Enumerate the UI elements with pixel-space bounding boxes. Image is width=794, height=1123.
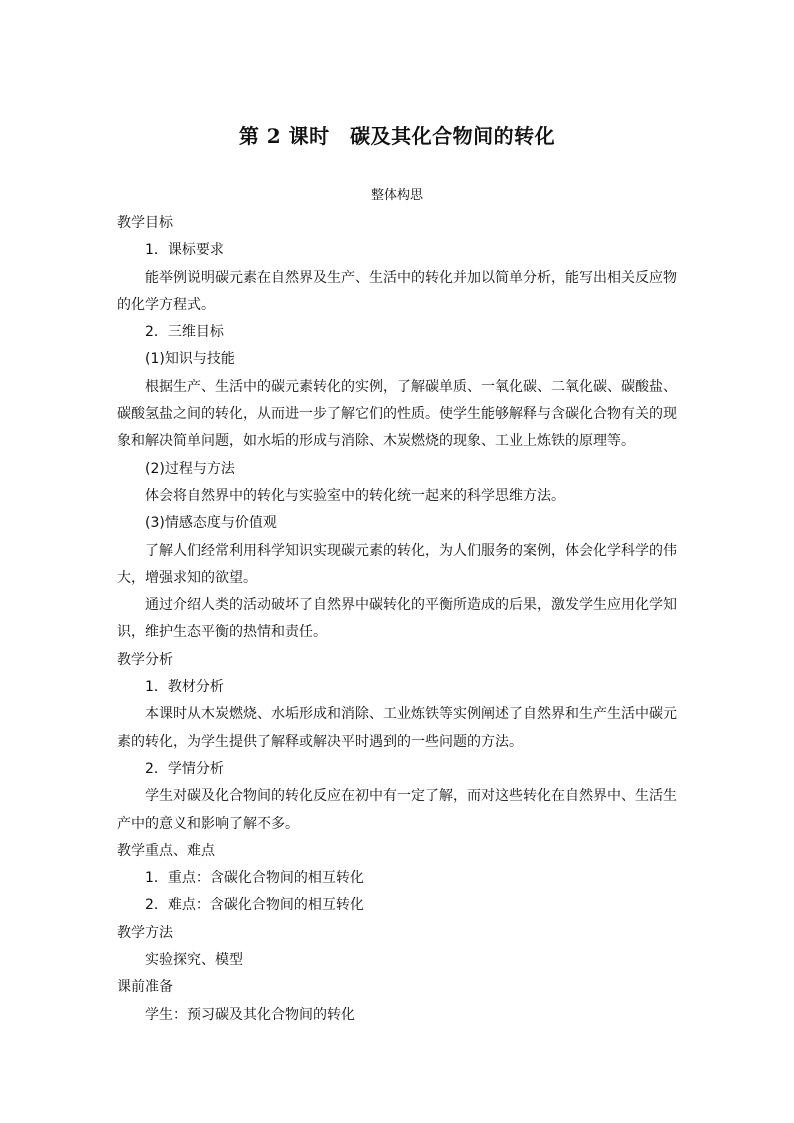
- section-subtitle: 整体构思: [370, 188, 423, 203]
- preparation-text: 学生：预习碳及其化合物间的转化: [145, 1006, 355, 1023]
- heading-analysis: 教学分析: [117, 651, 173, 668]
- analysis-item-2: 2．学情分析: [145, 760, 224, 777]
- text-line: 学生对碳及化合物间的转化反应在初中有一定了解，而对这些转化在自然界中、生活生: [145, 788, 677, 805]
- objectives-sub-2: (2)过程与方法: [145, 460, 235, 477]
- objectives-sub-2-text: 体会将自然界中的转化与实验室中的转化统一起来的科学思维方法。: [145, 487, 565, 504]
- heading-objectives: 教学目标: [117, 215, 173, 231]
- heading-methods: 教学方法: [117, 924, 173, 941]
- key-point-2: 2．难点：含碳化合物间的相互转化: [145, 897, 364, 914]
- text-line: 碳酸氢盐之间的转化，从而进一步了解它们的性质。使学生能够解释与含碳化合物有关的现: [117, 406, 677, 423]
- text-line: 本课时从木炭燃烧、水垢形成和消除、工业炼铁等实例阐述了自然界和生产生活中碳元: [145, 706, 677, 723]
- objectives-sub-1: (1)知识与技能: [145, 351, 235, 368]
- objectives-sub-3: (3)情感态度与价值观: [145, 515, 277, 532]
- key-point-1: 1．重点：含碳化合物间的相互转化: [145, 870, 364, 887]
- text-line: 能举例说明碳元素在自然界及生产、生活中的转化并加以简单分析，能写出相关反应物: [145, 269, 677, 286]
- text-line: 了解人们经常利用科学知识实现碳元素的转化，为人们服务的案例，体会化学科学的伟: [145, 542, 677, 559]
- text-line: 识，维护生态平衡的热情和责任。: [117, 624, 327, 641]
- text-line: 素的转化，为学生提供了解释或解决平时遇到的一些问题的方法。: [117, 733, 523, 750]
- text-line: 大，增强求知的欲望。: [117, 569, 257, 586]
- objectives-item-1: 1．课标要求: [145, 242, 224, 259]
- objectives-sub-3-text-2: [117, 592, 677, 647]
- objectives-sub-3-text-1: [117, 538, 677, 593]
- text-line: 根据生产、生活中的碳元素转化的实例，了解碳单质、一氧化碳、二氧化碳、碳酸盐、: [145, 378, 677, 395]
- heading-key-points: 教学重点、难点: [117, 842, 215, 859]
- document-body: [117, 210, 677, 1029]
- analysis-item-1-text: [117, 701, 677, 756]
- analysis-item-2-text: [117, 783, 677, 838]
- objectives-item-1-text: [117, 265, 677, 320]
- analysis-item-1: 1．教材分析: [145, 679, 224, 696]
- text-line: 的化学方程式。: [117, 296, 215, 313]
- page-title: 第 2 课时 碳及其化合物间的转化: [238, 124, 556, 148]
- methods-text: 实验探究、模型: [145, 952, 243, 969]
- objectives-item-2: 2．三维目标: [145, 324, 224, 341]
- text-line: 产中的意义和影响了解不多。: [117, 815, 299, 832]
- heading-preparation: 课前准备: [117, 979, 173, 996]
- objectives-sub-1-text: [117, 374, 677, 456]
- text-line: 通过介绍人类的活动破坏了自然界中碳转化的平衡所造成的后果，激发学生应用化学知: [145, 597, 677, 614]
- text-line: 象和解决简单问题，如水垢的形成与消除、木炭燃烧的现象、工业上炼铁的原理等。: [117, 433, 635, 450]
